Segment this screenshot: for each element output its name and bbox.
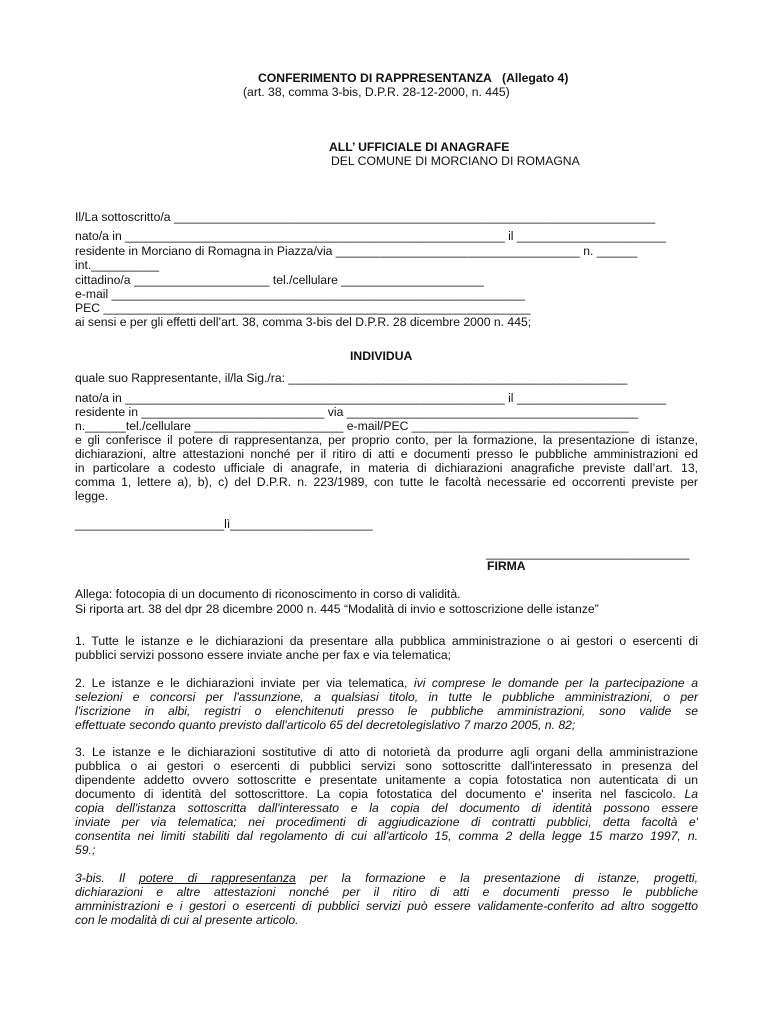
article-line: 3. Le istanze e le dichiarazioni sostitutive di atto di notorietà da produrre agli organi della amministrazione: [75, 745, 698, 759]
signature-label: FIRMA: [487, 559, 526, 573]
article-line: copia dell'istanza sottoscritta dall'interessato e la copia del documento di identità possono essere: [75, 801, 698, 815]
representative-residence-field[interactable]: residente in ___________________________ via ___________________________________________: [75, 405, 639, 419]
title-main: CONFERIMENTO DI RAPPRESENTANZA: [258, 71, 492, 85]
powers-line: legge.: [75, 489, 109, 503]
power-of-representation-link[interactable]: potere di rappresentanza: [139, 871, 296, 885]
article-line: consentita nei limiti stabiliti dal regolamento di cui all'articolo 15, comma 2 della legge 15 marzo 1997, n.: [75, 829, 698, 843]
individua-heading: INDIVIDUA: [350, 349, 413, 363]
article-text-italic: ivi comprese le domande per la partecipazione a: [413, 676, 698, 690]
recipient-line2: DEL COMUNE DI MORCIANO DI ROMAGNA: [331, 154, 580, 168]
attachment-note: Allega: fotocopia di un documento di riconoscimento in corso di validità.: [75, 587, 461, 601]
article-text: 2. Le istanze e le dichiarazioni inviate per via telematica,: [75, 676, 414, 690]
powers-line: in particolare a codesto ufficiale di anagrafe, in materia di dichiarazioni anagrafiche previste dall’art. 13,: [75, 461, 698, 475]
article-comma-2: [75, 676, 698, 732]
article-line: con le modalità di cui al presente articolo.: [75, 913, 299, 927]
powers-line: e gli conferisce il potere di rappresentanza, per proprio conto, per la formazione, la presentazione di istanze,: [75, 433, 698, 447]
article-comma-3: [75, 745, 698, 857]
declarant-pec-field[interactable]: PEC _______________________________________________________________: [75, 301, 531, 315]
article-line: pubblici servizi possono essere inviate anche per fax e via telematica;: [75, 648, 451, 662]
article-line: dichiarazioni e altre attestazioni nonché per il ritiro di atti e documenti presso le pubbliche: [75, 885, 698, 899]
representative-contact-field[interactable]: n.______tel./cellulare ______________________ e-mail/PEC ________________________________: [75, 419, 629, 433]
title-annex: (Allegato 4): [502, 71, 569, 85]
article-line: [75, 871, 698, 885]
declarant-int-field[interactable]: int.__________: [75, 258, 160, 272]
declarant-legal-basis: ai sensi e per gli effetti dell’art. 38, comma 3-bis del D.P.R. 28 dicembre 2000 n. 445;: [75, 315, 532, 329]
article-line: [75, 787, 698, 801]
article-line: inviate per via telematica; nei procedimenti di aggiudicazione di contratti pubblici, detta facoltà e': [75, 815, 698, 829]
article-line: 59.;: [75, 843, 96, 857]
article-line: selezioni e concorsi per l'assunzione, a qualsiasi titolo, in tutte le pubbliche amministrazioni, o per: [75, 690, 698, 704]
powers-line: dichiarazioni, altre attestazioni nonché per il ritiro di atti e documenti presso le pubbliche amministrazioni ed: [75, 447, 698, 461]
article-text: documento di identità del sottoscrittore. La copia fotostatica del documento e' inserita nel fascicolo.: [75, 787, 685, 801]
declarant-name-field[interactable]: Il/La sottoscritto/a _______________________________________________________________________: [75, 210, 656, 224]
place-date-field[interactable]: ______________________lì_____________________: [75, 517, 373, 531]
declarant-email-field[interactable]: e-mail _____________________________________________________________: [75, 287, 526, 301]
article-line: amministrazioni e i gestori o esercenti di pubblici servizi può essere validamente-conferito ad altro soggetto: [75, 899, 698, 913]
article-line: 1. Tutte le istanze e le dichiarazioni da presentare alla pubblica amministrazione o ai gestori o esercenti di: [75, 634, 698, 648]
article-text: 3-bis. Il: [75, 871, 139, 885]
article-text: per la formazione e la presentazione di istanze, progetti,: [295, 871, 699, 885]
article-text-italic: La: [684, 787, 698, 801]
declarant-birth-field[interactable]: nato/a in ________________________________________________________ il ______________________: [75, 229, 667, 243]
article-line: [75, 676, 698, 690]
powers-paragraph: [75, 433, 698, 503]
powers-line: comma 1, lettere a), b), c) del D.P.R. n. 223/1989, con tutte le facoltà necessarie ed occorrenti previste per: [75, 475, 698, 489]
article-line: effettuate secondo quanto previsto dall'articolo 65 del decretolegislativo 7 marzo 2005, n. 82;: [75, 718, 576, 732]
article-line: dipendente addetto ovvero sottoscritte e presentate unitamente a copia fotostatica non autenticata di un: [75, 773, 698, 787]
declarant-citizenship-field[interactable]: cittadino/a ____________________ tel./cellulare _____________________: [75, 273, 484, 287]
document-title: [258, 71, 568, 85]
declarant-residence-field[interactable]: residente in Morciano di Romagna in Piazza/via ____________________________________ n. ______: [75, 244, 638, 258]
representative-birth-field[interactable]: nato/a in ________________________________________________________ il ______________________: [75, 391, 667, 405]
signature-line[interactable]: ______________________________: [486, 546, 690, 560]
recipient-line1: ALL’ UFFICIALE DI ANAGRAFE: [329, 140, 510, 154]
article-line: pubblica o ai gestori o esercenti di pubblici servizi sono sottoscritte dall'interessato in presenza del: [75, 759, 698, 773]
document-subtitle: (art. 38, comma 3-bis, D.P.R. 28-12-2000, n. 445): [243, 85, 510, 99]
article-reference: Si riporta art. 38 del dpr 28 dicembre 2000 n. 445 “Modalità di invio e sottoscrizione delle istanze”: [75, 602, 599, 616]
representative-name-field[interactable]: quale suo Rappresentante, il/la Sig./ra: __________________________________________________: [75, 371, 628, 385]
article-line: l'iscrizione in albi, registri o elenchitenuti presso le pubbliche amministrazioni, sono valide se: [75, 704, 698, 718]
article-comma-1: [75, 634, 698, 662]
article-comma-3bis: [75, 871, 698, 927]
